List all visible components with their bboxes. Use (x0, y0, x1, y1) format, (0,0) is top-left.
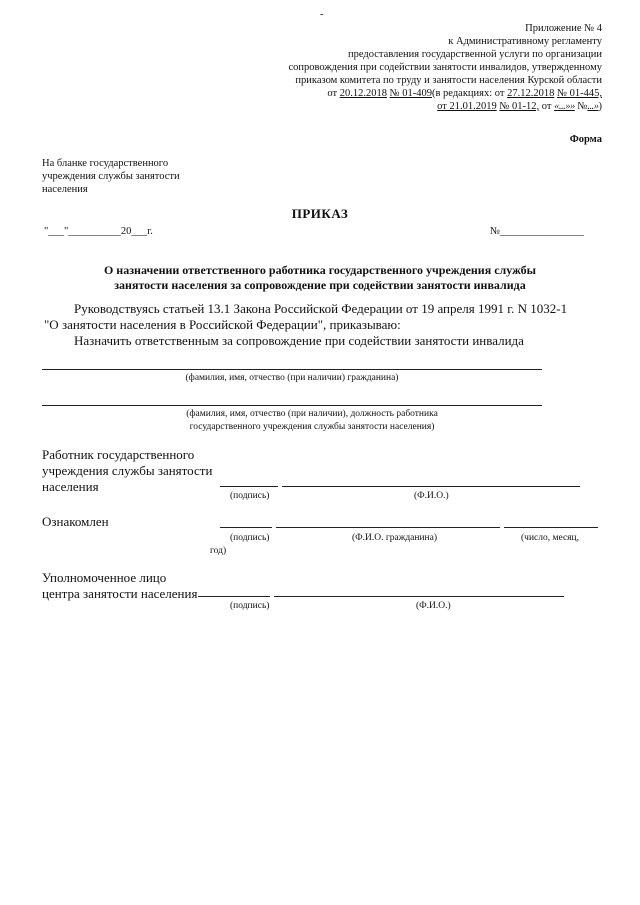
authorized-signature-line (198, 596, 270, 597)
top-mark: - (320, 9, 324, 20)
appendix-block (182, 22, 602, 113)
order-date-3: от 21.01.2019 (437, 101, 497, 112)
appendix-line: к Административному регламенту (448, 36, 602, 47)
worker-label: Работник государственного учреждения службы занятости населения (42, 447, 213, 494)
document-title: ПРИКАЗ (291, 206, 349, 221)
acquainted-fio-line (276, 527, 500, 528)
appendix-line: предоставления государственной услуги по организации (348, 49, 602, 60)
worker-fio-line (282, 486, 580, 487)
body-paragraph-1a: Руководствуясь статьей 13.1 Закона Российской Федерации от 19 апреля 1991 г. N 1032-1 (74, 301, 568, 316)
body-paragraph-2: Назначить ответственным за сопровождение при содействии занятости инвалида (74, 333, 524, 348)
appendix-line-dates: от 20.12.2018 № 01-409(в редакциях: от 27.12.2018 № 01-445, (327, 88, 602, 99)
authorized-fio-caption: (Ф.И.О.) (416, 601, 451, 611)
acquainted-signature-caption: (подпись) (230, 533, 270, 543)
document-subject: О назначении ответственного работника государственного учреждения службы занятости населения за сопровождение при содействии занятости инвалида (103, 263, 537, 292)
date-field: "___"__________20___г. (44, 226, 153, 237)
authorized-label: Уполномоченное лицо центра занятости населения (42, 570, 198, 601)
appendix-line: сопровождения при содействии занятости инвалидов, утвержденному (288, 62, 602, 73)
worker-signature-caption: (подпись) (230, 491, 270, 501)
blank-note: На бланке государственного учреждения службы занятости населения (42, 158, 180, 195)
appendix-line-dates-2: от 21.01.2019 № 01-12, от «...»» №...») (437, 101, 602, 112)
authorized-fio-line (274, 596, 564, 597)
caption-worker-name: (фамилия, имя, отчество (при наличии), должность работника государственного учреждения службы занятости населения) (186, 409, 438, 432)
order-number-1: № 01-409 (389, 88, 432, 99)
order-date-1: 20.12.2018 (339, 88, 387, 99)
acquainted-signature-line (220, 527, 272, 528)
worker-fio-caption: (Ф.И.О.) (414, 491, 449, 501)
appendix-title: Приложение № 4 (525, 23, 602, 34)
authorized-signature-caption: (подпись) (230, 601, 270, 611)
number-field: №________________ (490, 226, 585, 237)
acquainted-date-caption: (число, месяц, (521, 533, 579, 543)
worker-signature-line (220, 486, 278, 487)
order-number-2: № 01-445, (556, 88, 602, 99)
caption-citizen-name: (фамилия, имя, отчество (при наличии) гражданина) (185, 373, 399, 383)
handwritten-number: ...» (587, 101, 599, 112)
fill-line-worker (42, 405, 542, 406)
acquainted-year-caption: год) (210, 546, 227, 556)
acquainted-date-line (504, 527, 598, 528)
body-paragraph-1b: "О занятости населения в Российской Федерации", приказываю: (44, 317, 401, 332)
appendix-line: приказом комитета по труду и занятости населения Курской области (295, 75, 602, 86)
order-number-3: № 01-12, (499, 101, 540, 112)
acquainted-label: Ознакомлен (42, 514, 109, 529)
acquainted-fio-caption: (Ф.И.О. гражданина) (352, 533, 437, 543)
handwritten-date: «...»» (554, 101, 575, 112)
fill-line-citizen (42, 369, 542, 370)
order-date-2: 27.12.2018 (507, 88, 555, 99)
form-label: Форма (569, 134, 602, 145)
